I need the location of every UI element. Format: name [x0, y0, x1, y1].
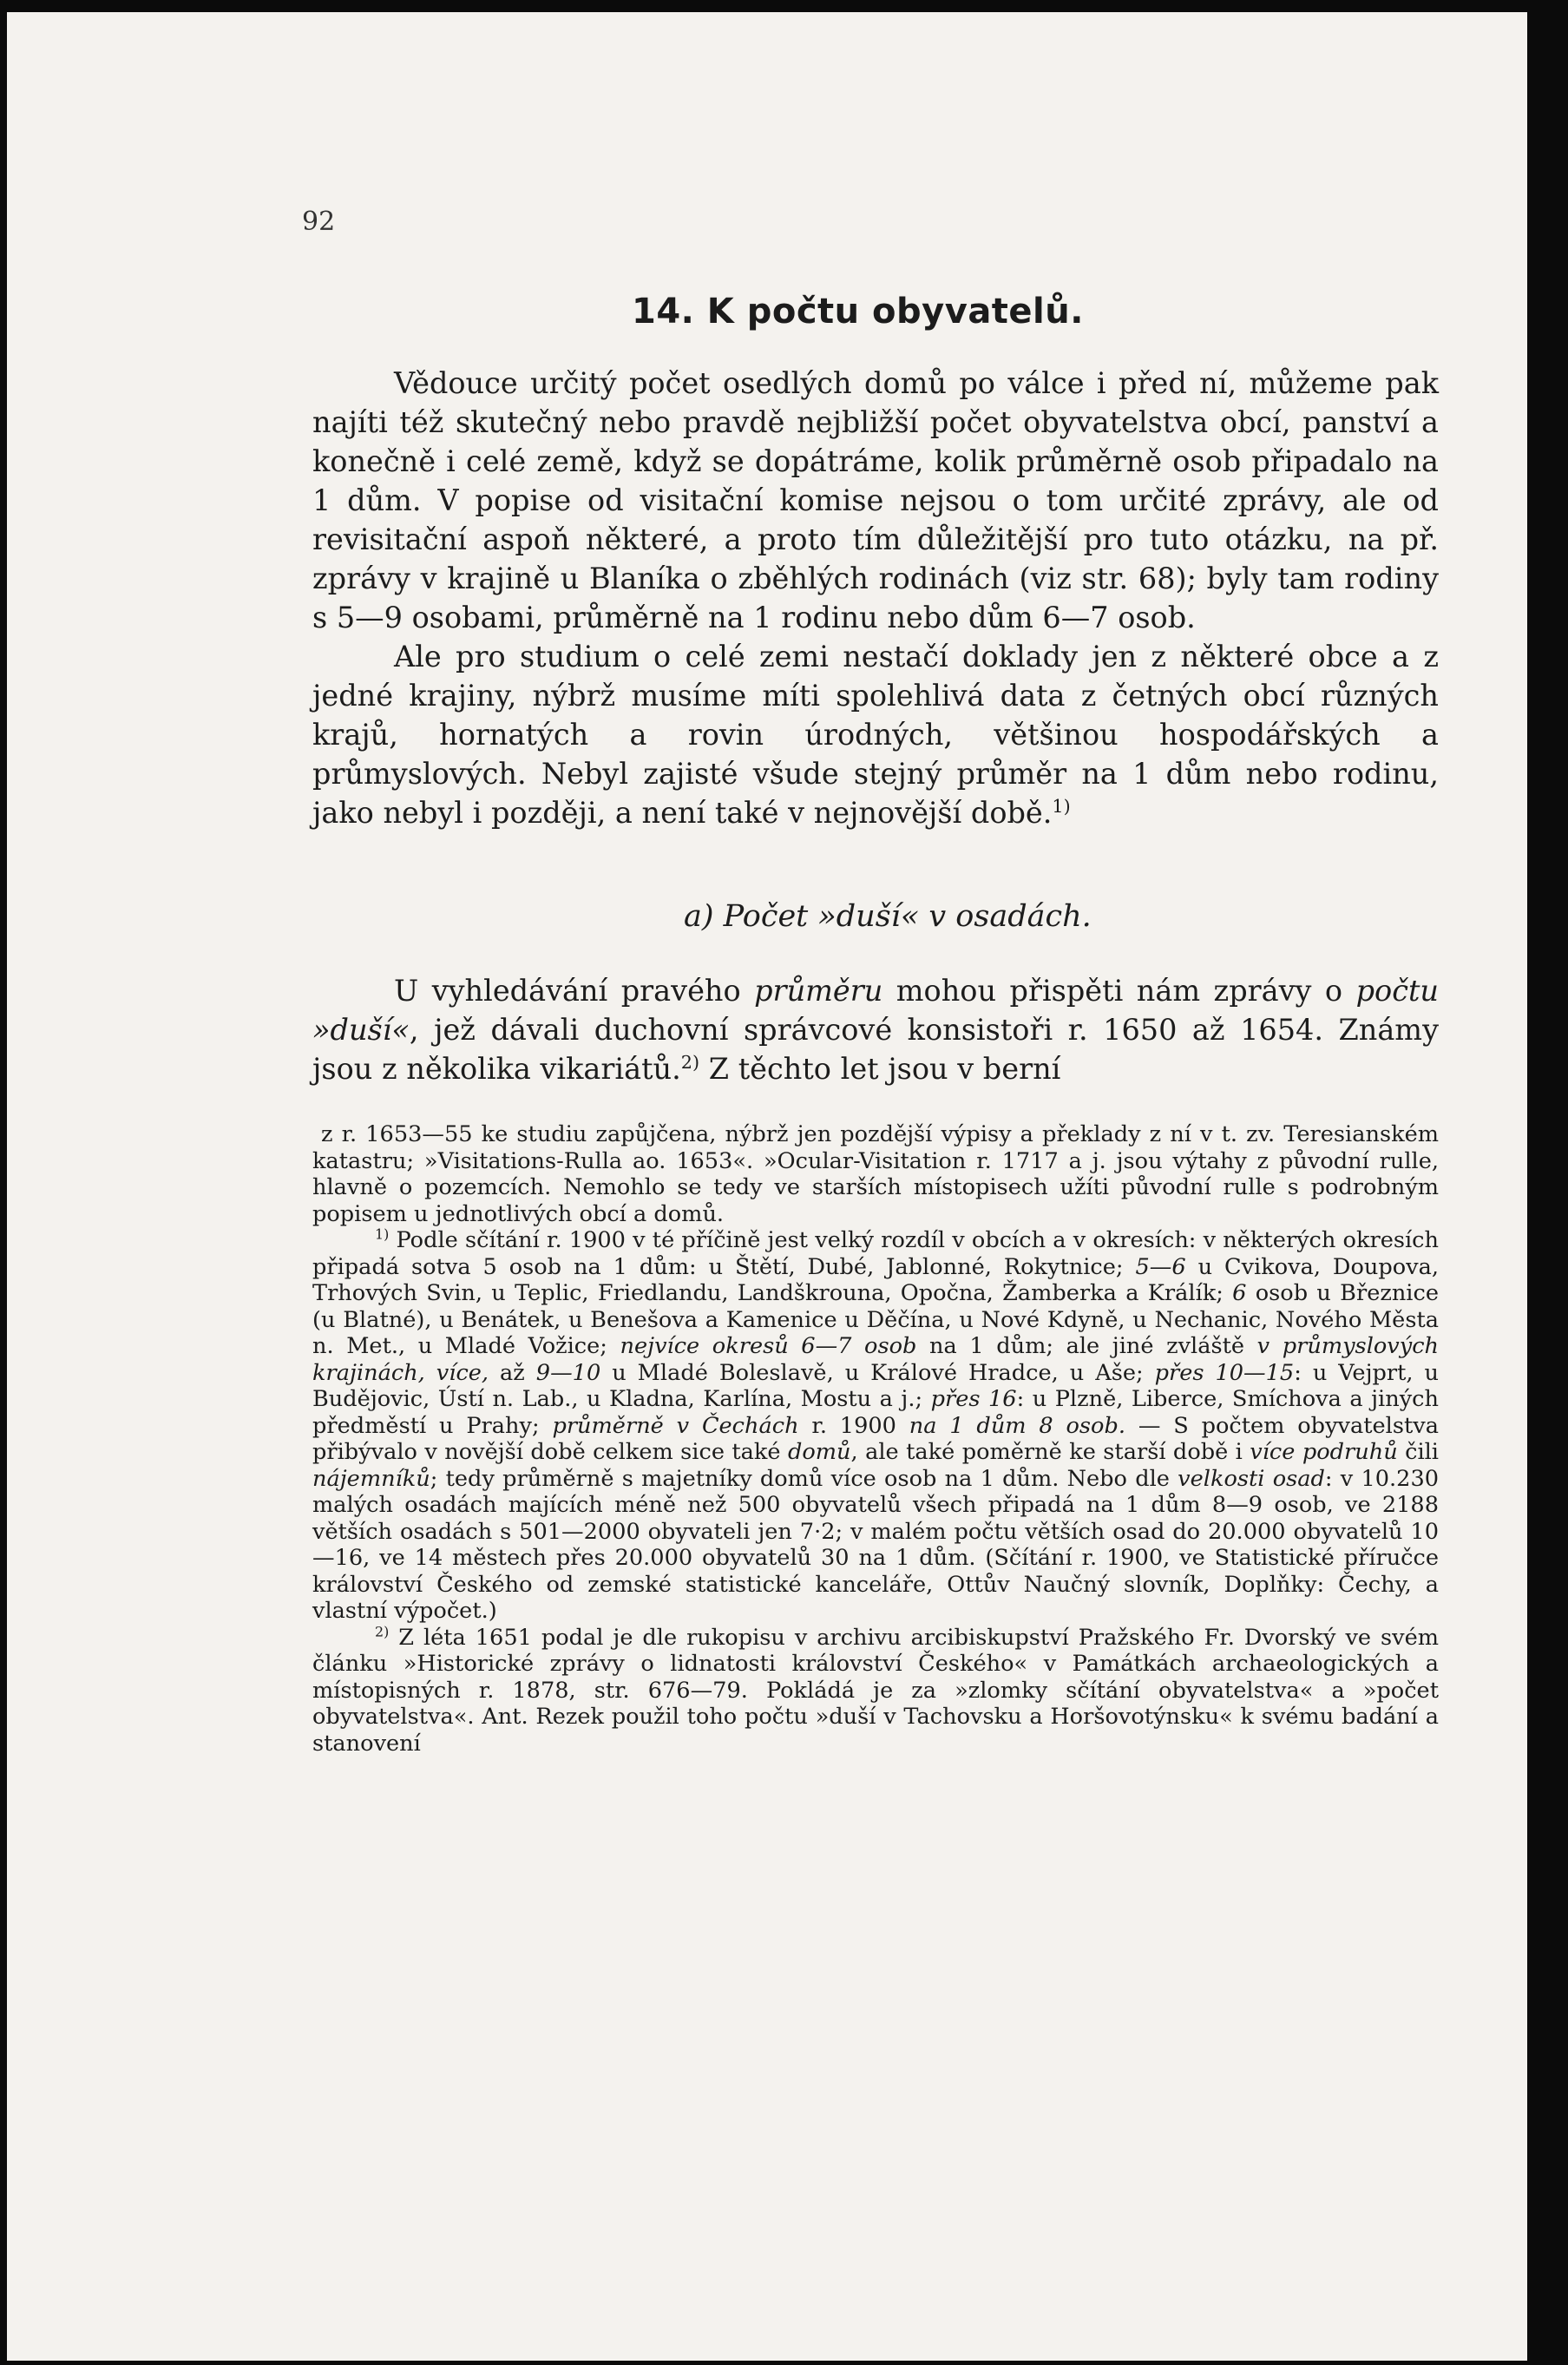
document-page — [7, 12, 1527, 2361]
paragraph: Vědouce určitý počet osedlých domů po válce i před ní, můžeme pak najíti též skutečný nebo pravdě nejbližší počet obyvatelstva obcí, panství a konečně i celé země, když se dopátráme, kolik průměrně osob připadalo na 1 dům. V popise od visitační komise nejsou o tom určité zprávy, ale od revisitační aspoň některé, a proto tím důležitější pro tuto otázku, na př. zprávy v krajině u Blaníka o zběhlých rodinách (viz str. 68); byly tam rodiny s 5—9 osobami, průměrně na 1 rodinu nebo dům 6—7 osob. — [312, 366, 1439, 634]
emphasis: počtu »duší« — [312, 974, 1439, 1047]
main-text — [312, 364, 1439, 832]
main-text-continued — [312, 971, 1439, 1088]
section-heading: 14. K počtu obyvatelů. — [632, 292, 1084, 332]
emphasis: průměru — [754, 974, 883, 1008]
page-number: 92 — [302, 207, 336, 237]
footnote-ref: 1) — [1052, 795, 1071, 817]
footnote-mark: 2) — [375, 1622, 390, 1639]
footnote-mark: 1) — [375, 1225, 390, 1243]
paragraph-text: Ale pro studium o celé zemi nestačí doklady jen z některé obce a z jedné krajiny, nýbrž musíme míti spolehlivá data z četných obcí různých krajů, hornatých a rovin úrodných, většinou hospodářských a průmyslových. Nebyl zajisté všude stejný průměr na 1 dům nebo rodinu, jako nebyl i později, a není také v nejnovější době. — [312, 640, 1439, 830]
paragraph: U vyhledávání pravého průměru mohou přispěti nám zprávy o počtu »duší«, jež dávali duchovní správcové konsistoři r. 1650 až 1654. Známy jsou z několika vikariátů.$^{2)}$ Z těchto let jsou v berní — [312, 974, 1439, 1086]
footnote-ref: 2) — [680, 1051, 700, 1073]
footnote-1: $^{1)}$ Podle sčítání r. 1900 v té příčině jest velký rozdíl v obcích a v okresích: v některých okresích připadá sotva 5 osob na 1 dům: u Štětí, Dubé, Jablonné, Rokytnice; 5—6 u Cvikova, Doupova, Trhových Svin, u Teplic, Friedlandu, Landškrouna, Opočna, Žamberka a Králík; 6 osob u Březnice (u Blatné), u Benátek, u Benešova a Kamenice u Děčína, u Nové Kdyně, u Nechanic, Nového Města n. Met., u Mladé Vožice; nejvíce okresů 6—7 osob na 1 dům; ale jiné zvláště v průmyslových krajinách, více, až 9—10 u Mladé Boleslavě, u Králové Hradce, u Aše; přes 10—15: u Vejprt, u Budějovic, Ústí n. Lab., u Kladna, Karlína, Mostu a j.; přes 16: u Plzně, Liberce, Smíchova a jiných předměstí u Prahy; průměrně v Čechách r. 1900 na 1 dům 8 osob. — S počtem obyvatelstva přibývalo v novější době celkem sice také domů, ale také poměrně ke starší době i více podruhů čili nájemníků; tedy průměrně s majetníky domů více osob na 1 dům. Nebo dle velkosti osad: v 10.230 malých osadách majících méně než 500 obyvatelů všech připadá na 1 dům 8—9 osob, ve 2188 větších osadách s 501—2000 obyvateli jen 7·2; v malém počtu větších osad do 20.000 obyvatelů 10—16, ve 14 městech přes 20.000 obyvatelů 30 na 1 dům. (Sčítání r. 1900, ve Statistické příručce království Českého od zemské statistické kanceláře, Ottův Naučný slovník, Doplňky: Čechy, a vlastní výpočet.) — [312, 1225, 1440, 1624]
footnotes — [312, 1121, 1439, 1757]
paragraph — [312, 637, 1439, 832]
footnote-continuation: z r. 1653—55 ke studiu zapůjčena, nýbrž jen pozdější výpisy a překlady z ní v t. zv. Teresianském katastru; »Visitations-Rulla ao. 1653«. »Ocular-Visitation r. 1717 a j. jsou výtahy z původní rulle, hlavně o pozemcích. Nemohlo se tedy ve starších místopisech užíti původní rulle s podrobným popisem u jednotlivých obcí a domů. — [312, 1121, 1439, 1227]
subsection-heading: a) Počet »duší« v osadách. — [684, 899, 1092, 934]
footnote-2: $^{2)}$ Z léta 1651 podal je dle rukopisu v archivu arcibiskupství Pražského Fr. Dvorský ve svém článku »Historické zprávy o lidnatosti království Českého« v Památkách archaeologických a místopisných r. 1878, str. 676—79. Pokládá je za »zlomky sčítání obyvatelstva« a »počet obyvatelstva«. Ant. Rezek použil toho počtu »duší v Tachovsku a Horšovotýnsku« k svému badání a stanovení — [312, 1622, 1439, 1757]
